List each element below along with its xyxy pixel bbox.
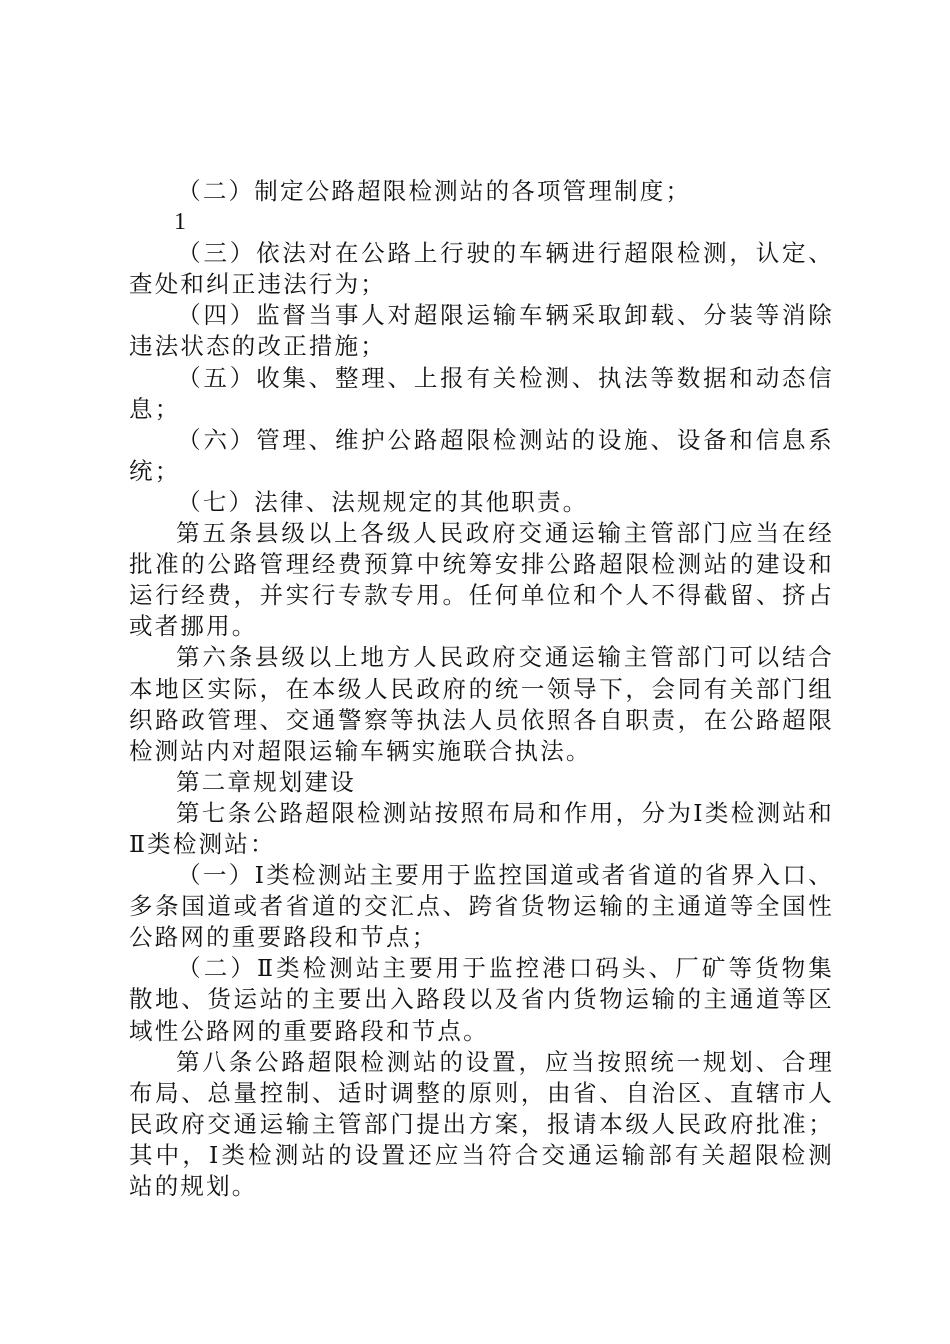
paragraph-article-6: 第六条县级以上地方人民政府交通运输主管部门可以结合本地区实际，在本级人民政府的统一领导下，会同有关部门组织路政管理、交通警察等执法人员依照各自职责，在公路超限检测站内对超限运输车辆实施联合执法。 bbox=[129, 643, 834, 765]
paragraph-item-4: （四）监督当事人对超限运输车辆采取卸载、分装等消除违法状态的改正措施； bbox=[129, 301, 834, 361]
chapter-heading: 第二章规划建设 bbox=[176, 767, 356, 796]
paragraph-article-7: 第七条公路超限检测站按照布局和作用，分为Ⅰ类检测站和Ⅱ类检测站： bbox=[129, 798, 834, 858]
paragraph-article-5: 第五条县级以上各级人民政府交通运输主管部门应当在经批准的公路管理经费预算中统筹安排公路超限检测站的建设和运行经费，并实行专款专用。任何单位和个人不得截留、挤占或者挪用。 bbox=[129, 519, 834, 641]
paragraph-article-8: 第八条公路超限检测站的设置，应当按照统一规划、合理布局、总量控制、适时调整的原则，由省、自治区、直辖市人民政府交通运输主管部门提出方案，报请本级人民政府批准；其中，Ⅰ类检测站的设置还应当符合交通运输部有关超限检测站的规划。 bbox=[129, 1047, 834, 1200]
paragraph-item-2: （二）制定公路超限检测站的各项管理制度； bbox=[177, 177, 692, 205]
paragraph-item-5: （五）收集、整理、上报有关检测、执法等数据和动态信息； bbox=[129, 363, 834, 423]
paragraph-item-7: （七）法律、法规规定的其他职责。 bbox=[177, 487, 589, 516]
paragraph-article-7-item-1: （一）Ⅰ类检测站主要用于监控国道或者省道的省界入口、多条国道或者省道的交汇点、跨省货物运输的主通道等全国性公路网的重要路段和节点； bbox=[129, 861, 834, 952]
document-body bbox=[129, 176, 834, 1202]
page-number: 1 bbox=[174, 209, 186, 236]
paragraph-item-3: （三）依法对在公路上行驶的车辆进行超限检测，认定、查处和纠正违法行为； bbox=[129, 239, 834, 299]
paragraph-item-6: （六）管理、维护公路超限检测站的设施、设备和信息系统； bbox=[129, 425, 834, 485]
paragraph-article-7-item-2: （二）Ⅱ类检测站主要用于监控港口码头、厂矿等货物集散地、货运站的主要出入路段以及省内货物运输的主通道等区域性公路网的重要路段和节点。 bbox=[129, 954, 834, 1045]
